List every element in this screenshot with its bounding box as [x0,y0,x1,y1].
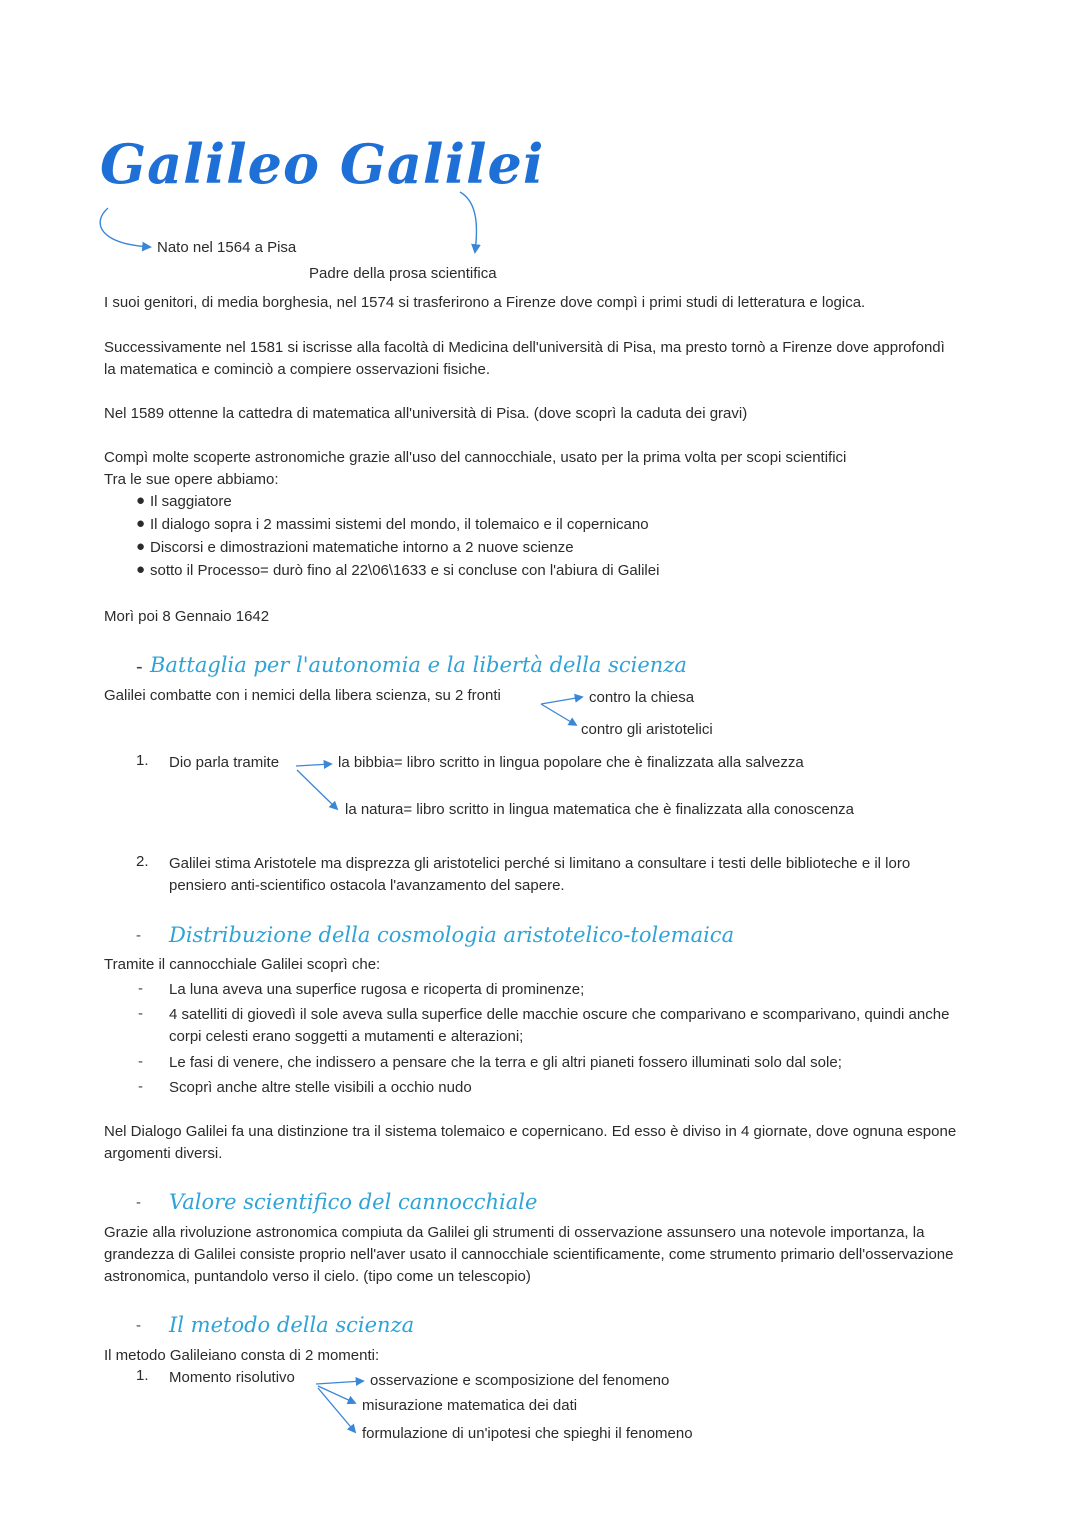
list-number: 2. [136,853,149,870]
birth-text: Nato nel 1564 a Pisa [157,239,297,256]
front-aristotelians: contro gli aristotelici [581,721,713,738]
list-item: Il saggiatore [150,493,232,510]
arrow-icon [296,764,331,766]
bullet-icon: ● [136,561,146,578]
arrow-icon [541,704,576,725]
section-dash: - [136,656,143,678]
natura-text: la natura= libro scritto in lingua matematica che è finalizzata alla conoscenza [345,801,855,818]
paragraph-chair: Nel 1589 ottenne la cattedra di matematica all'università di Pisa. (dove scoprì la caduta dei gravi) [104,405,748,422]
arrow-icon [541,697,582,704]
list-item: La luna aveva una superfice rugosa e ricoperta di prominenze; [169,981,585,998]
list-item: Discorsi e dimostrazioni matematiche intorno a 2 nuove scienze [150,539,574,556]
bullet-icon: ● [136,515,146,532]
paragraph-discoveries: Compì molte scoperte astronomiche grazie all'uso del cannocchiale, usato per la prima volta per scopi scientifici [104,449,847,466]
step-item: formulazione di un'ipotesi che spieghi il fenomeno [362,1425,693,1442]
curved-arrow-icon [460,192,476,252]
list-number: 1. [136,1367,149,1384]
cannocchiale-intro: Tramite il cannocchiale Galilei scoprì che: [104,956,381,973]
list-number: 1. [136,752,149,769]
front-church: contro la chiesa [589,689,695,706]
section-heading-cosmologia: Distribuzione della cosmologia aristotelico-tolemaica [169,923,735,947]
father-text: Padre della prosa scientifica [309,265,497,282]
list-item: Il dialogo sopra i 2 massimi sistemi del mondo, il tolemaico e il copernicano [150,516,649,533]
dio-text: Dio parla tramite [169,754,280,771]
point-aristotele: Galilei stima Aristotele ma disprezza gli aristotelici perché si limitano a consultare i testi delle biblioteche e il loro pensiero anti-scientifico ostacola l'avanzamento del sapere. [169,855,911,894]
paragraph-dialogo: Nel Dialogo Galilei fa una distinzione tra il sistema tolemaico e copernicano. Ed esso è diviso in 4 giornate, dove ognuna espone argomenti diversi. [104,1123,957,1162]
section-dash: - [136,1194,141,1211]
list-item: sotto il Processo= durò fino al 22\06\1633 e si concluse con l'abiura di Galilei [150,562,660,579]
bullet-icon: ● [136,538,146,555]
paragraph-medicine: Successivamente nel 1581 si iscrisse alla facoltà di Medicina dell'università di Pisa, ma presto tornò a Firenze dove approfondì la matematica e cominciò a compiere osservazioni fisiche. [104,339,945,378]
step-item: osservazione e scomposizione del fenomeno [370,1372,670,1389]
dash-marker: - [138,1078,143,1095]
fronts-text: Galilei combatte con i nemici della libera scienza, su 2 fronti [104,687,501,704]
arrow-icon [297,770,337,809]
bibbia-text: la bibbia= libro scritto in lingua popolare che è finalizzata alla salvezza [338,754,804,771]
metodo-intro: Il metodo Galileiano consta di 2 momenti: [104,1347,380,1364]
momento-text: Momento risolutivo [169,1369,295,1386]
step-item: misurazione matematica dei dati [362,1397,578,1414]
section-heading-cannocchiale: Valore scientifico del cannocchiale [169,1190,538,1214]
paragraph-death: Morì poi 8 Gennaio 1642 [104,608,270,625]
page-title: Galileo Galilei [100,132,545,196]
curved-arrow-icon [100,208,150,247]
dash-marker: - [138,1053,143,1070]
bullet-icon: ● [136,492,146,509]
list-item: Le fasi di venere, che indissero a pensare che la terra e gli altri pianeti fossero illuminati solo dal sole; [169,1054,842,1071]
paragraph-parents: I suoi genitori, di media borghesia, nel 1574 si trasferirono a Firenze dove compì i primi studi di letteratura e logica. [104,294,866,311]
paragraph-works-intro: Tra le sue opere abbiamo: [104,471,279,488]
section-dash: - [136,927,141,944]
list-item: Scoprì anche altre stelle visibili a occhio nudo [169,1079,472,1096]
list-item: 4 satelliti di giovedì il sole aveva sulla superfice delle macchie oscure che comparivano e scomparivano, quindi anche corpi celesti erano soggetti a mutamenti e alterazioni; [169,1006,950,1045]
section-dash: - [136,1317,141,1334]
dash-marker: - [138,980,143,997]
arrow-icon [316,1381,363,1384]
paragraph-cannocchiale: Grazie alla rivoluzione astronomica compiuta da Galilei gli strumenti di osservazione assunsero una notevole importanza, la grandezza di Galilei consiste proprio nell'aver usato il cannocchiale scientificamente, come strumento primario dell'osservazione astronomica, puntandolo verso il cielo. (tipo come un telescopio) [104,1224,954,1285]
dash-marker: - [138,1005,143,1022]
section-heading-metodo: Il metodo della scienza [169,1313,415,1337]
section-heading-battaglia: Battaglia per l'autonomia e la libertà della scienza [150,653,687,677]
